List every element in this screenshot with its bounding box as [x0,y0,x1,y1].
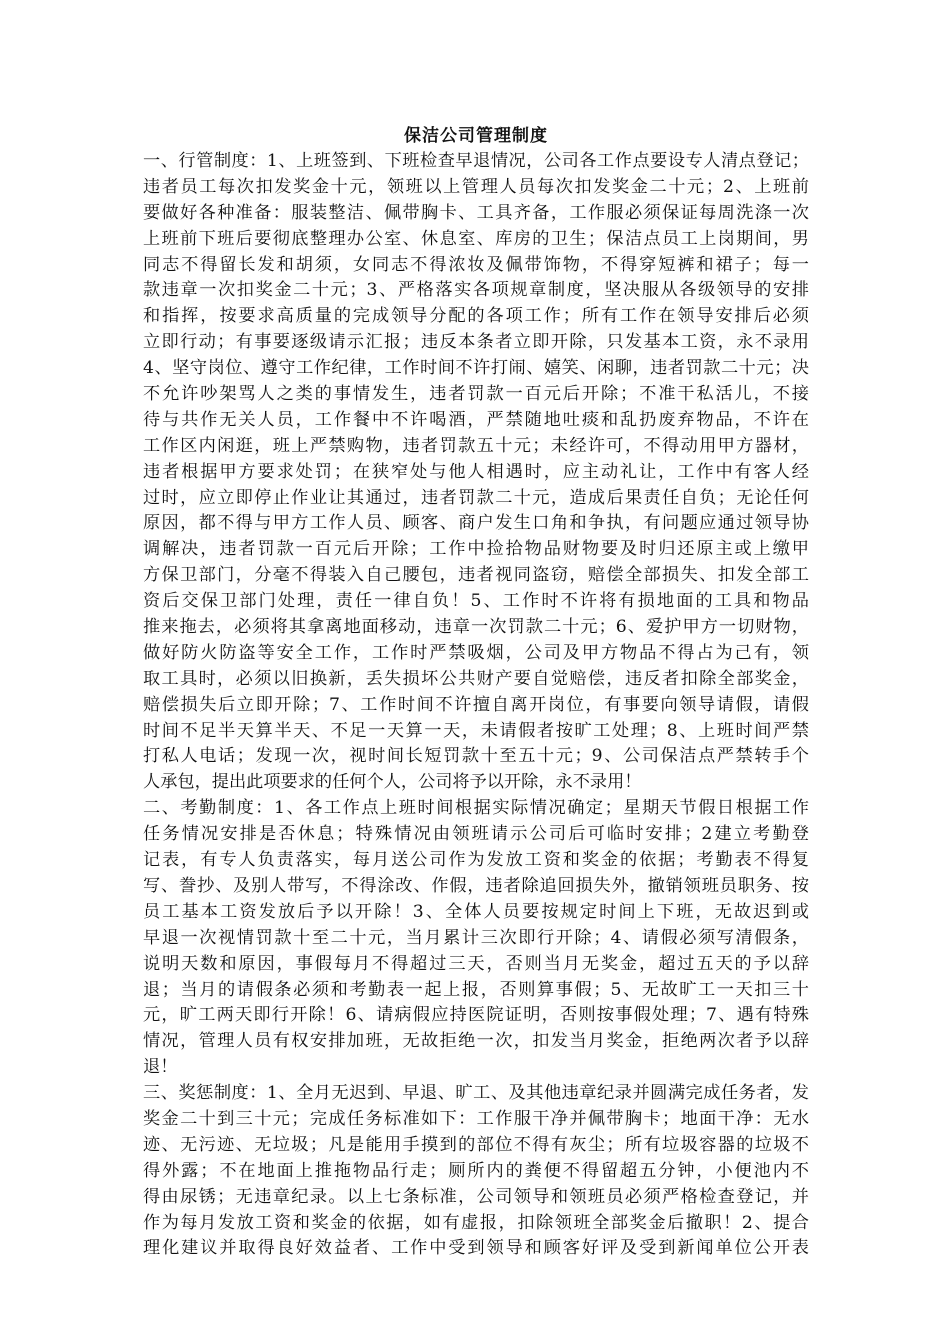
paragraph-line: 赔偿损失后立即开除；7、工作时间不许擅自离开岗位，有事要向领导请假，请假 [143,694,809,715]
document-title: 保洁公司管理制度 [404,126,548,146]
paragraph-line: 迹、无污迹、无垃圾；凡是能用手摸到的部位不得有灰尘；所有垃圾容器的垃圾不 [143,1134,809,1155]
paragraph-line: 时间不足半天算半天、不足一天算一天，未请假者按旷工处理；8、上班时间严禁 [143,720,809,741]
paragraph-line: 款违章一次扣奖金二十元；3、严格落实各项规章制度，坚决服从各级领导的安排 [143,280,809,301]
paragraph-line: 资后交保卫部门处理，责任一律自负！5、工作时不许将有损地面的工具和物品 [143,591,809,612]
paragraph-line: 理化建议并取得良好效益者、工作中受到领导和顾客好评及受到新闻单位公开表 [143,1238,809,1259]
paragraph-line: 作为每月发放工资和奖金的依据，如有虚报，扣除领班全部奖金后撤职！2、提合 [143,1212,809,1233]
paragraph-line: 奖金二十到三十元；完成任务标准如下：工作服干净并佩带胸卡；地面干净：无水 [143,1108,809,1129]
paragraph-line: 二、考勤制度：1、各工作点上班时间根据实际情况确定；星期天节假日根据工作 [143,798,809,819]
paragraph-line: 得外露；不在地面上推拖物品行走；厕所内的粪便不得留超五分钟，小便池内不 [143,1160,809,1181]
paragraph-line: 立即行动；有事要逐级请示汇报；违反本条者立即开除，只发基本工资，永不录用 [143,332,809,353]
paragraph-line: 写、誊抄、及别人带写，不得涂改、作假，违者除追回损失外，撤销领班员职务、按 [143,875,809,896]
paragraph-line: 说明天数和原因，事假每月不得超过三天，否则当月无奖金，超过五天的予以辞 [143,953,809,974]
paragraph-line: 一、行管制度：1、上班签到、下班检查早退情况，公司各工作点要设专人清点登记； [143,151,809,171]
paragraph-line: 过时，应立即停止作业让其通过，违者罚款二十元，造成后果责任自负；无论任何 [143,487,809,508]
paragraph-line: 违者员工每次扣发奖金十元，领班以上管理人员每次扣发奖金二十元；2、上班前 [143,176,809,197]
paragraph-line: 工作区内闲逛，班上严禁购物，违者罚款五十元；未经许可，不得动用甲方器材， [143,435,809,456]
paragraph-line: 做好防火防盗等安全工作，工作时严禁吸烟，公司及甲方物品不得占为己有，领 [143,642,809,663]
paragraph-line: 同志不得留长发和胡须，女同志不得浓妆及佩带饰物，不得穿短裤和裙子；每一 [143,254,809,275]
document-body [143,149,809,1262]
document-page [143,124,809,1262]
paragraph-line: 要做好各种准备：服装整洁、佩带胸卡、工具齐备，工作服必须保证每周洗涤一次 [143,202,809,223]
paragraph-line: 上班前下班后要彻底整理办公室、休息室、库房的卫生；保洁点员工上岗期间，男 [143,228,809,249]
paragraph-line: 打私人电话；发现一次，视时间长短罚款十至五十元；9、公司保洁点严禁转手个 [143,746,809,767]
section-rewards-penalties [143,1081,809,1262]
paragraph-line: 和指挥，按要求高质量的完成领导分配的各项工作；所有工作在领导安排后必须 [143,306,809,327]
paragraph-line: 违者根据甲方要求处罚；在狭窄处与他人相遇时，应主动礼让，工作中有客人经 [143,461,809,482]
paragraph-line: 4、坚守岗位、遵守工作纪律，工作时间不许打闹、嬉笑、闲聊，违者罚款二十元；决 [143,358,809,379]
section-attendance [143,796,809,1081]
paragraph-line: 待与共作无关人员，工作餐中不许喝酒，严禁随地吐痰和乱扔废弃物品，不许在 [143,409,809,430]
paragraph-line: 不允许吵架骂人之类的事情发生，违者罚款一百元后开除；不准干私活儿，不接 [143,384,809,405]
paragraph-line: 得由尿锈；无违章纪录。以上七条标准，公司领导和领班员必须严格检查登记，并 [143,1186,809,1207]
paragraph-line: 早退一次视情罚款十至二十元，当月累计三次即行开除；4、请假必须写清假条， [143,927,809,948]
paragraph-line: 取工具时，必须以旧换新，丢失损坏公共财产要自觉赔偿，违反者扣除全部奖金， [143,668,809,689]
paragraph-line: 任务情况安排是否休息；特殊情况由领班请示公司后可临时安排；2建立考勤登 [143,824,809,845]
paragraph-line: 推来拖去，必须将其拿离地面移动，违章一次罚款二十元；6、爱护甲方一切财物， [143,617,809,638]
paragraph-line: 原因，都不得与甲方工作人员、顾客、商户发生口角和争执，有问题应通过领导协 [143,513,809,534]
paragraph-line: 退！ [143,1057,178,1078]
paragraph-line: 方保卫部门，分毫不得装入自己腰包，违者视同盗窃，赔偿全部损失、扣发全部工 [143,565,809,586]
paragraph-line: 退；当月的请假条必须和考勤表一起上报，否则算事假；5、无故旷工一天扣三十 [143,979,809,1000]
paragraph-line: 三、奖惩制度：1、全月无迟到、早退、旷工、及其他违章纪录并圆满完成任务者，发 [143,1083,809,1104]
paragraph-line: 情况，管理人员有权安排加班，无故拒绝一次，扣发当月奖金，拒绝两次者予以辞 [143,1031,809,1052]
section-administration [143,149,809,796]
paragraph-line: 记表，有专人负责落实，每月送公司作为发放工资和奖金的依据；考勤表不得复 [143,850,809,871]
paragraph-line: 元，旷工两天即行开除！6、请病假应持医院证明，否则按事假处理；7、遇有特殊 [143,1005,809,1026]
paragraph-line: 调解决，违者罚款一百元后开除；工作中捡拾物品财物要及时归还原主或上缴甲 [143,539,809,560]
paragraph-line: 员工基本工资发放后予以开除！3、全体人员要按规定时间上下班，无故迟到或 [143,901,809,922]
paragraph-line: 人承包，提出此项要求的任何个人，公司将予以开除，永不录用！ [143,772,642,793]
